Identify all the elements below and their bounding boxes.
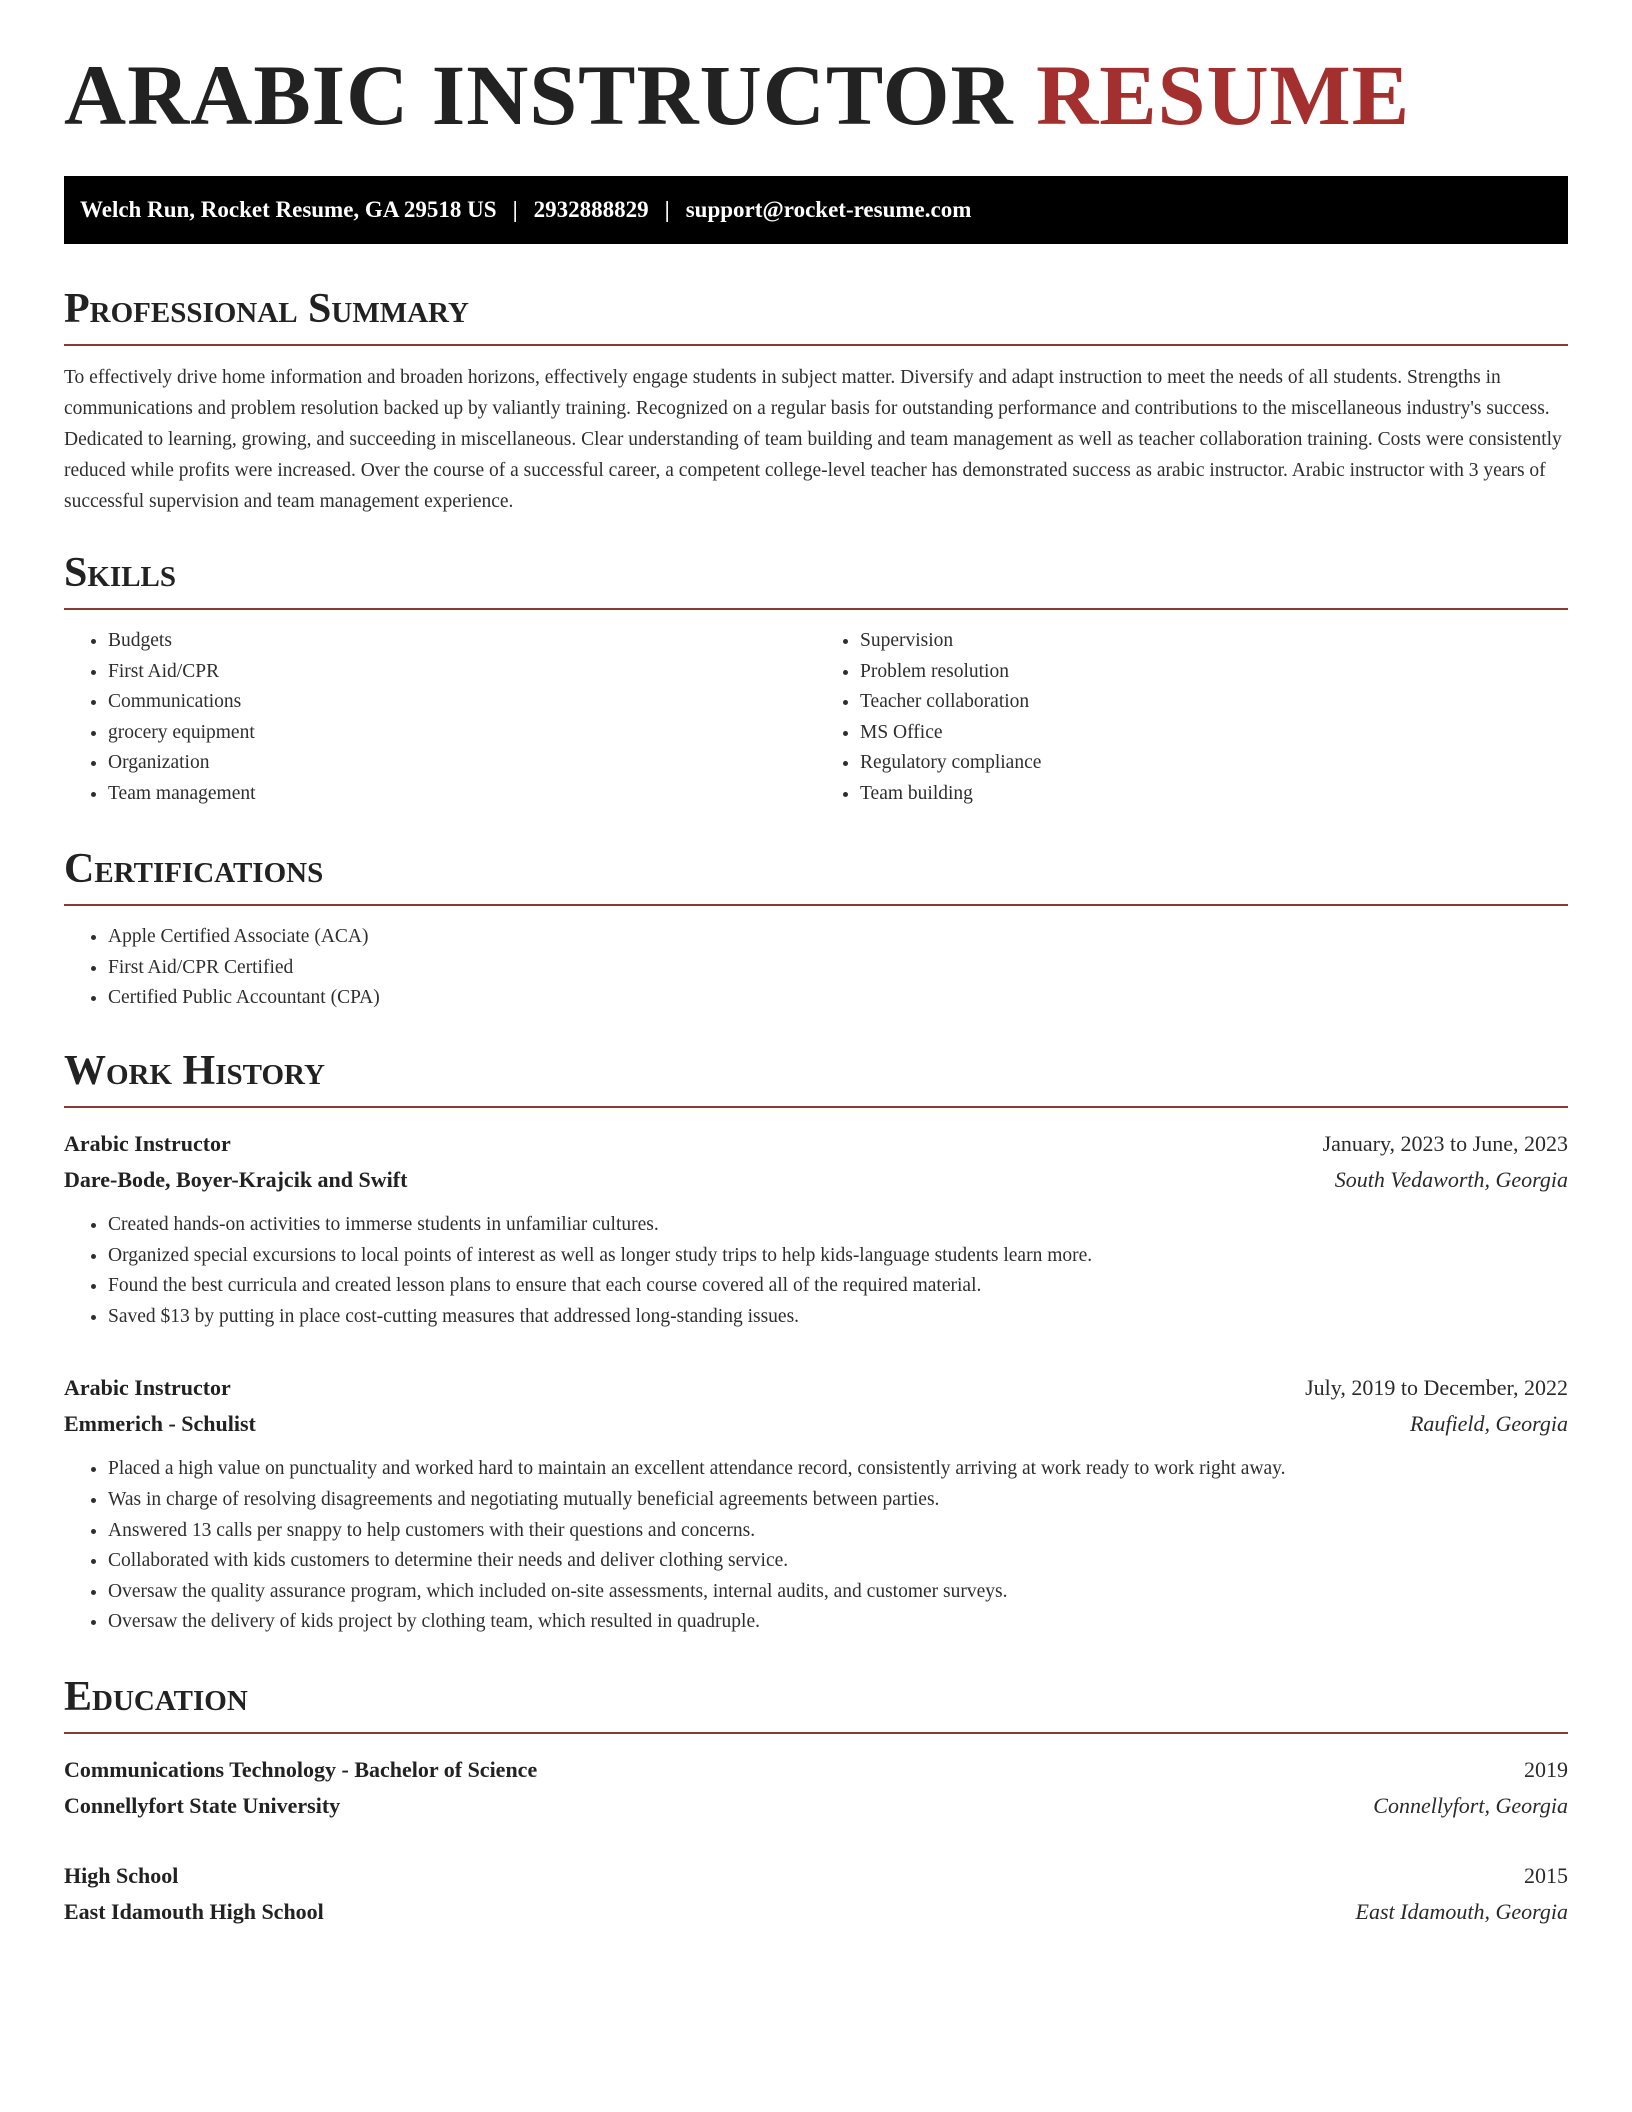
job-duty-item: • Was in charge of resolving disagreements and negotiating mutually beneficial agreements between parties. (108, 1485, 1568, 1516)
skill-item: • Team management (108, 779, 816, 810)
job-entry (64, 1126, 1568, 1332)
job-title: Arabic Instructor (64, 1131, 231, 1156)
education-degree: Communications Technology - Bachelor of Science (64, 1757, 538, 1782)
job-company-row (64, 1162, 1568, 1198)
job-title: Arabic Instructor (64, 1375, 231, 1401)
skills-columns (64, 626, 1568, 810)
skill-item: • Teacher collaboration (860, 687, 1568, 718)
job-company: Emmerich - Schulist (64, 1411, 256, 1437)
job-dates: January, 2023 to June, 2023 (1322, 1131, 1568, 1156)
skill-item: • Budgets (108, 626, 816, 657)
certifications-list (64, 922, 1568, 1014)
contact-phone[interactable]: 2932888829 (533, 197, 649, 222)
job-duty-item: • Found the best curricula and created lesson plans to ensure that each course covered all of the required material. (108, 1271, 1568, 1302)
education-school: East Idamouth High School (64, 1899, 324, 1924)
job-title-row (64, 1370, 1568, 1406)
contact-bar (64, 176, 1568, 244)
education-entry (64, 1752, 1568, 1824)
skills-list-right (816, 626, 1568, 810)
job-duty-item: • Oversaw the quality assurance program, which included on-site assessments, internal audits, and customer surveys. (108, 1577, 1568, 1608)
education-degree: High School (64, 1863, 179, 1888)
job-location: Raufield, Georgia (1409, 1411, 1568, 1437)
education-year: 2015 (1524, 1863, 1568, 1888)
job-duty-item: • Answered 13 calls per snappy to help customers with their questions and concerns. (108, 1516, 1568, 1547)
resume-title (64, 47, 1411, 143)
certification-item: • Certified Public Accountant (CPA) (108, 983, 1568, 1014)
education-heading: Education (64, 1676, 1568, 1734)
skill-item: • Regulatory compliance (860, 748, 1568, 779)
title-accent: RESUME (1036, 47, 1411, 143)
skill-item: • Problem resolution (860, 657, 1568, 688)
skill-item: • Communications (108, 687, 816, 718)
job-dates: July, 2019 to December, 2022 (1305, 1375, 1568, 1401)
education-school-row (64, 1788, 1568, 1824)
skill-item: • Supervision (860, 626, 1568, 657)
title-main: ARABIC INSTRUCTOR (64, 47, 1014, 143)
certification-item: • First Aid/CPR Certified (108, 953, 1568, 984)
job-duty-item: • Saved $13 by putting in place cost-cutting measures that addressed long-standing issues. (108, 1302, 1568, 1333)
education-location: East Idamouth, Georgia (1355, 1899, 1568, 1924)
contact-address: Welch Run, Rocket Resume, GA 29518 US (80, 197, 497, 222)
job-duty-item: • Created hands-on activities to immerse students in unfamiliar cultures. (108, 1210, 1568, 1241)
skill-item: • First Aid/CPR (108, 657, 816, 688)
job-title-row (64, 1126, 1568, 1162)
education-school: Connellyfort State University (64, 1793, 341, 1818)
skills-section (64, 552, 1568, 810)
education-degree-row (64, 1858, 1568, 1894)
job-company-row (64, 1406, 1568, 1442)
skill-item: • Organization (108, 748, 816, 779)
job-entry (64, 1370, 1568, 1638)
certifications-heading: Certifications (64, 848, 1568, 906)
education-school-row (64, 1894, 1568, 1930)
summary-section (64, 288, 1568, 517)
education-year: 2019 (1524, 1757, 1568, 1782)
certification-item: • Apple Certified Associate (ACA) (108, 922, 1568, 953)
job-duties (64, 1454, 1568, 1638)
education-section (64, 1676, 1568, 1930)
job-company: Dare-Bode, Boyer-Krajcik and Swift (64, 1167, 408, 1192)
skill-item: • Team building (860, 779, 1568, 810)
job-location: South Vedaworth, Georgia (1334, 1167, 1568, 1192)
work-history-section (64, 1050, 1568, 1638)
summary-text: To effectively drive home information and broaden horizons, effectively engage students in subject matter. Diversify and adapt instruction to meet the needs of all students. Strengths in communications and problem resolution backed up by valiantly training. Recognized on a regular basis for outstanding performance and contributions to the miscellaneous industry's success. Dedicated to learning, growing, and succeeding in miscellaneous. Clear understanding of team building and team management as well as teacher collaboration training. Costs were consistently reduced while profits were increased. Over the course of a successful career, a competent college-level teacher has demonstrated success as arabic instructor. Arabic instructor with 3 years of successful supervision and team management experience. (64, 367, 1562, 512)
job-duty-item: • Placed a high value on punctuality and worked hard to maintain an excellent attendance record, consistently arriving at work ready to work right away. (108, 1454, 1568, 1485)
contact-email[interactable]: support@rocket-resume.com (685, 197, 972, 222)
education-location: Connellyfort, Georgia (1373, 1793, 1568, 1818)
certifications-section (64, 848, 1568, 1014)
skill-item: • grocery equipment (108, 718, 816, 749)
job-duty-item: • Organized special excursions to local points of interest as well as longer study trips to help kids-language students learn more. (108, 1241, 1568, 1272)
summary-heading: Professional Summary (64, 288, 1568, 346)
job-duty-item: • Collaborated with kids customers to determine their needs and deliver clothing service. (108, 1546, 1568, 1577)
education-degree-row (64, 1752, 1568, 1788)
job-duty-item: • Oversaw the delivery of kids project by clothing team, which resulted in quadruple. (108, 1607, 1568, 1638)
work-history-heading: Work History (64, 1050, 1568, 1108)
skills-heading: Skills (64, 552, 1568, 610)
contact-separator: | (512, 197, 518, 222)
education-entry (64, 1858, 1568, 1930)
skill-item: • MS Office (860, 718, 1568, 749)
skills-list-left (64, 626, 816, 810)
contact-separator: | (664, 197, 670, 222)
job-duties (64, 1210, 1568, 1332)
